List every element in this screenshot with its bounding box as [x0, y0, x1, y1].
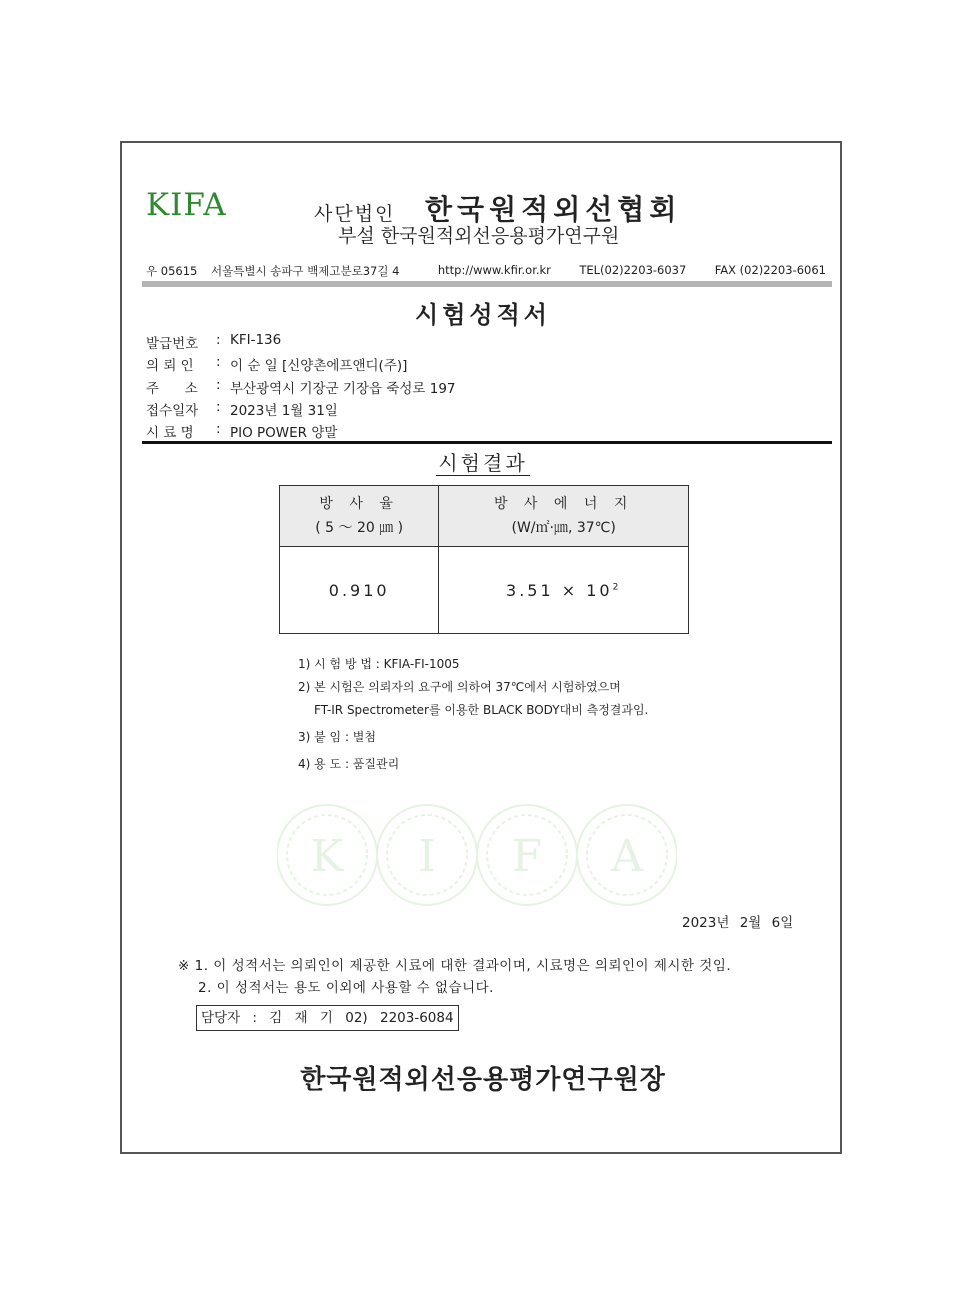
emissivity-header	[280, 486, 439, 547]
results-header-row	[280, 486, 689, 547]
info-row-client: 의 뢰 인 : 이 순 일 [신양촌에프앤디(주)]	[146, 354, 456, 376]
emissivity-value: 0.910	[280, 547, 439, 634]
info-value: 2023년 1월 31일	[230, 402, 338, 419]
info-label: 주 소	[146, 380, 198, 397]
note-purpose: 4) 용 도 : 품질관리	[298, 757, 400, 771]
postal-address	[146, 263, 409, 279]
emissivity-header-label: 방 사 율	[319, 496, 399, 512]
energy-header-label: 방 사 에 너 지	[493, 496, 634, 512]
info-label: 접수일자	[146, 402, 199, 419]
certificate-document	[120, 141, 842, 1154]
fax-number: FAX (02)2203-6061	[714, 263, 826, 277]
note-condition-cont: FT-IR Spectrometer를 이용한 BLACK BODY대비 측정결과임.	[314, 703, 649, 717]
info-label: 시 료 명	[146, 425, 194, 442]
note-attachment: 3) 붙 임 : 별첨	[298, 730, 376, 744]
info-row-address: 주 소 : 부산광역시 기장군 기장읍 죽성로 197	[146, 377, 456, 399]
remark-2: 2. 이 성적서는 용도 이외에 사용할 수 없습니다.	[198, 980, 494, 996]
kifa-logo: KIFA	[146, 187, 227, 223]
section-divider	[142, 441, 832, 444]
note-method: 1) 시 험 방 법 : KFIA-FI-1005	[298, 657, 460, 671]
tel-number: TEL(02)2203-6037	[579, 263, 687, 277]
issue-date: 2023년 2월 6일	[682, 915, 794, 931]
watermark-letter-a: A	[611, 831, 643, 882]
energy-header	[439, 486, 689, 547]
watermark-letter-k: K	[310, 831, 344, 882]
info-value: 이 순 일 [신양촌에프앤디(주)]	[230, 358, 408, 375]
info-label: 발급번호	[146, 336, 199, 352]
info-row-received-date: 접수일자 : 2023년 1월 31일	[146, 399, 456, 421]
director-signature: 한국원적외선응용평가연구원장	[300, 1065, 666, 1095]
emissivity-header-range: ( 5 ～ 20 ㎛ )	[315, 520, 404, 536]
energy-mantissa: 3.51 × 10	[506, 580, 613, 600]
watermark-letter-f: F	[511, 831, 543, 882]
org-prefix: 사단법인	[314, 203, 396, 225]
results-value-row	[280, 547, 689, 634]
info-value: PIO POWER 양말	[230, 425, 338, 442]
org-name: 한국원적외선협회	[425, 193, 682, 226]
org-subtitle: 부설 한국원적외선응용평가연구원	[338, 225, 620, 247]
info-row-issue-no: 발급번호 : KFI-136	[146, 332, 456, 354]
remark-1: ※ 1. 이 성적서는 의뢰인이 제공한 시료에 대한 결과이며, 시료명은 의뢰인이 제시한 것임.	[178, 958, 732, 974]
test-notes	[298, 653, 648, 776]
info-value: 부산광역시 기장군 기장읍 죽성로 197	[230, 380, 456, 397]
energy-value	[439, 547, 689, 634]
results-table	[279, 485, 689, 634]
note-condition: 2) 본 시험은 의뢰자의 요구에 의하여 37℃에서 시험하였으며	[298, 680, 621, 694]
header-divider	[142, 281, 832, 287]
document-title: 시험성적서	[415, 301, 551, 329]
street-address: 서울특별시 송파구 백제고분로37길 4	[211, 264, 400, 278]
results-title-text: 시험결과	[438, 451, 528, 475]
results-title	[122, 447, 844, 476]
info-row-sample-name: 시 료 명 : PIO POWER 양말	[146, 421, 456, 443]
energy-header-unit: (W/㎡·㎛, 37℃)	[511, 520, 616, 536]
info-value: KFI-136	[230, 332, 282, 348]
person-in-charge: 담당자 : 김 재 기 02) 2203-6084	[196, 1005, 459, 1031]
postal-code: 우 05615	[146, 264, 198, 278]
contact-line	[146, 263, 826, 279]
website-link[interactable]: http://www.kfir.or.kr	[437, 263, 551, 277]
kifa-watermark	[277, 795, 677, 915]
watermark-letter-i: I	[418, 831, 436, 882]
remarks	[178, 955, 731, 999]
energy-exponent: 2	[612, 582, 622, 593]
info-block	[146, 332, 456, 443]
info-label: 의 뢰 인	[146, 358, 194, 375]
